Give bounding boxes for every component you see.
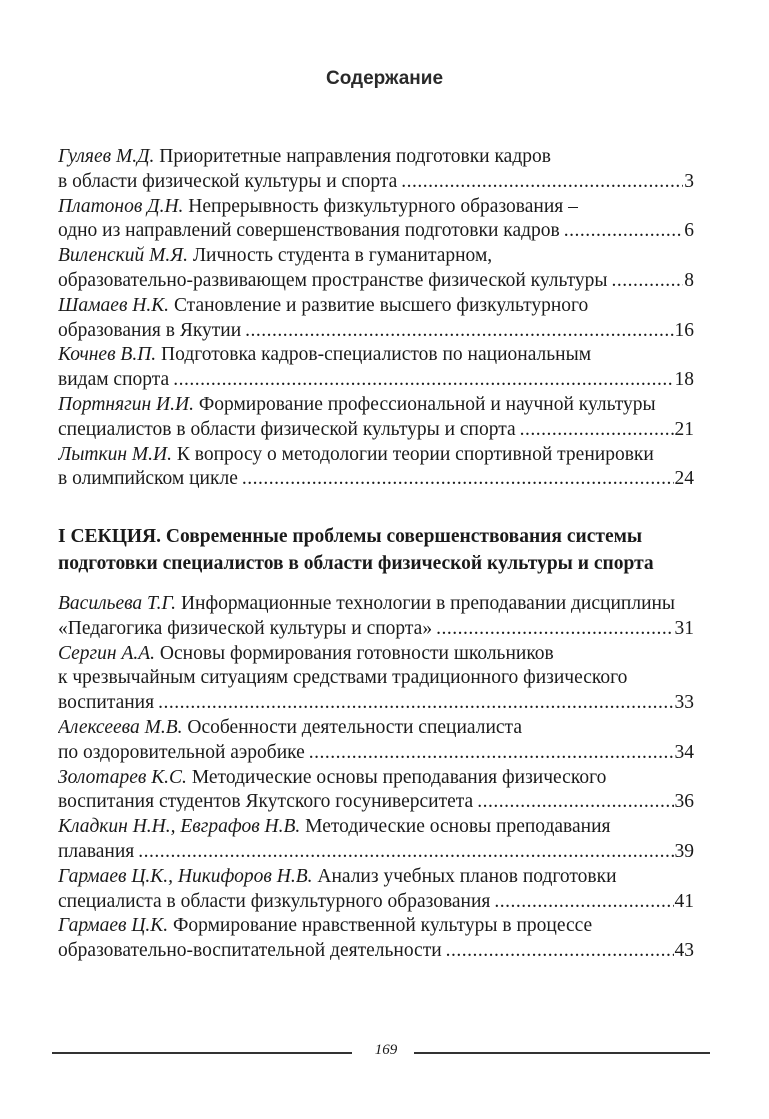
toc-entry-author: Платонов Д.Н. (58, 195, 184, 217)
toc-entry-title: видам спорта (58, 369, 170, 391)
toc-entry-page-number[interactable]: 39 (674, 840, 694, 862)
toc-entry-page-number[interactable]: 6 (684, 220, 694, 242)
toc-entry-line (58, 368, 694, 393)
toc-entry[interactable] (58, 914, 694, 964)
toc-entry-title: Подготовка кадров-специалистов по национальным (161, 344, 592, 366)
toc-entry-line (58, 170, 694, 195)
toc-entry[interactable] (58, 145, 694, 195)
toc-entry-title: специалиста в области физкультурного образования (58, 890, 491, 912)
toc-entry-author: Гармаев Ц.К. (58, 915, 169, 937)
toc-entry-line (58, 592, 694, 617)
toc-entry-page-number[interactable]: 18 (674, 369, 694, 391)
toc-entry[interactable] (58, 766, 694, 816)
toc-entry[interactable] (58, 592, 694, 642)
toc-entry-line (58, 865, 694, 890)
toc-entry-author: Васильева Т.Г. (58, 593, 177, 614)
toc-entry-title: образовательно-развивающем пространстве физической культуры (58, 269, 608, 291)
toc-entry-line (58, 691, 694, 716)
toc-entry-line (58, 443, 694, 468)
toc-entry-author: Алексеева М.В. (58, 716, 183, 738)
dot-leader (245, 319, 673, 344)
toc-entry-line (58, 890, 694, 915)
toc-entry-line (58, 319, 694, 344)
toc-entry-author: Лыткин М.И. (58, 443, 172, 465)
toc-entry-page-number[interactable]: 8 (684, 269, 694, 291)
toc-entry-author: Кочнев В.П. (58, 344, 157, 366)
toc-entry[interactable] (58, 443, 694, 493)
page-number: 169 (374, 1042, 398, 1058)
toc-entry[interactable] (58, 393, 694, 443)
dot-leader (173, 368, 673, 393)
dot-leader (494, 890, 673, 915)
toc-entry-line (58, 244, 694, 269)
toc-entry-line (58, 766, 694, 791)
toc-entry-title: одно из направлений совершенствования подготовки кадров (58, 220, 560, 242)
dot-leader (158, 691, 673, 716)
toc-entry-author: Золотарев К.С. (58, 766, 187, 788)
toc-entry[interactable] (58, 815, 694, 865)
dot-leader (401, 170, 683, 195)
toc-entry-title: К вопросу о методологии теории спортивной тренировки (176, 443, 654, 465)
toc-entry[interactable] (58, 244, 694, 294)
toc-entry-page-number[interactable]: 34 (674, 741, 694, 763)
dot-leader (477, 790, 673, 815)
toc-entry-line (58, 815, 694, 840)
dot-leader (446, 939, 674, 964)
toc-entry[interactable] (58, 195, 694, 245)
section-heading-line: I СЕКЦИЯ. Современные проблемы совершенствования системы (58, 526, 643, 547)
toc-entry-author: Гуляев М.Д. (58, 146, 155, 167)
toc-entry-line (58, 467, 694, 492)
toc-entry-title: Непрерывность физкультурного образования – (188, 195, 578, 217)
toc-entry-line (58, 617, 694, 642)
toc-entry-line (58, 393, 694, 418)
dot-leader (436, 617, 673, 642)
toc-entry-title: Приоритетные направления подготовки кадров (159, 146, 551, 167)
toc-entry-page-number[interactable]: 16 (674, 319, 694, 341)
toc-entry-title: воспитания студентов Якутского госуниверситета (58, 791, 474, 813)
toc-entry-line (58, 294, 694, 319)
toc-entry[interactable] (58, 865, 694, 915)
dot-leader (520, 418, 674, 443)
dot-leader (242, 467, 674, 492)
toc-entry-author: Кладкин Н.Н., Евграфов Н.В. (58, 816, 301, 838)
toc-entry-title: Основы формирования готовности школьников (159, 642, 554, 664)
toc-entry-line (58, 914, 694, 939)
toc-entry-title: к чрезвычайным ситуациям средствами традиционного физического (58, 667, 628, 689)
toc-entry-title: в области физической культуры и спорта (58, 170, 398, 192)
toc-entry-line (58, 666, 694, 691)
toc-entry-page-number[interactable]: 41 (674, 890, 694, 912)
toc-entry-title: Методические основы преподавания физического (191, 766, 607, 788)
toc-entry[interactable] (58, 716, 694, 766)
toc-entry-author: Виленский М.Я. (58, 245, 188, 267)
toc-entry-title: образовательно-воспитательной деятельности (58, 940, 442, 962)
footer-rule-right (414, 1052, 710, 1054)
toc-entry[interactable] (58, 294, 694, 344)
toc-entry-page-number[interactable]: 43 (674, 940, 694, 962)
toc-entry-page-number[interactable]: 31 (674, 617, 694, 639)
toc-entry-title: Информационные технологии в преподавании дисциплины (180, 593, 676, 614)
toc-entry-title: Формирование нравственной культуры в процессе (172, 915, 593, 937)
toc-entry-page-number[interactable]: 36 (674, 791, 694, 813)
toc-entry-line (58, 343, 694, 368)
footer-rule-left (52, 1052, 352, 1054)
toc-entry-author: Шамаев Н.К. (58, 294, 170, 316)
toc-entry-line (58, 418, 694, 443)
toc-entry-title: Становление и развитие высшего физкультурного (173, 294, 589, 316)
toc-entry-title: Личность студента в гуманитарном, (192, 245, 493, 267)
toc-entry-line (58, 642, 694, 667)
toc-entry-title: образования в Якутии (58, 319, 242, 341)
toc-entry-title: по оздоровительной аэробике (58, 741, 305, 763)
toc-entry[interactable] (58, 642, 694, 716)
toc-entry-line (58, 741, 694, 766)
toc-entry-author: Портнягин И.И. (58, 393, 194, 415)
toc-entry-title: Методические основы преподавания (305, 816, 611, 838)
toc-entry-line (58, 939, 694, 964)
toc-entry-title: в олимпийском цикле (58, 468, 238, 490)
toc-entry-title: Анализ учебных планов подготовки (317, 865, 617, 887)
toc-intro-list (58, 145, 694, 492)
toc-entry-page-number[interactable]: 24 (674, 468, 694, 490)
dot-leader (309, 741, 674, 766)
toc-entry-line (58, 219, 694, 244)
toc-entry-line (58, 145, 694, 170)
toc-entry-title: Формирование профессиональной и научной культуры (198, 393, 656, 415)
toc-entry-page-number[interactable]: 21 (674, 418, 694, 440)
dot-leader (611, 269, 683, 294)
toc-entry-line (58, 840, 694, 865)
toc-section-list (58, 592, 694, 964)
toc-entry-line (58, 790, 694, 815)
page-title: Содержание (325, 68, 444, 89)
toc-entry-title: плавания (58, 840, 135, 862)
toc-entry-title: специалистов в области физической культуры и спорта (58, 418, 516, 440)
toc-entry-author: Гармаев Ц.К., Никифоров Н.В. (58, 865, 313, 887)
toc-entry-line (58, 269, 694, 294)
toc-entry-page-number[interactable]: 33 (674, 692, 694, 714)
toc-entry-title: «Педагогика физической культуры и спорта» (58, 617, 433, 639)
toc-entry-line (58, 195, 694, 220)
section-heading-line: подготовки специалистов в области физической культуры и спорта (58, 553, 654, 574)
dot-leader (138, 840, 673, 865)
toc-entry-line (58, 716, 694, 741)
toc-entry-author: Сергин А.А. (58, 642, 156, 664)
toc-entry-title: воспитания (58, 692, 155, 714)
section-heading (58, 523, 698, 577)
toc-entry[interactable] (58, 343, 694, 393)
toc-entry-title: Особенности деятельности специалиста (187, 716, 522, 738)
toc-entry-page-number[interactable]: 3 (684, 170, 694, 192)
dot-leader (564, 219, 684, 244)
